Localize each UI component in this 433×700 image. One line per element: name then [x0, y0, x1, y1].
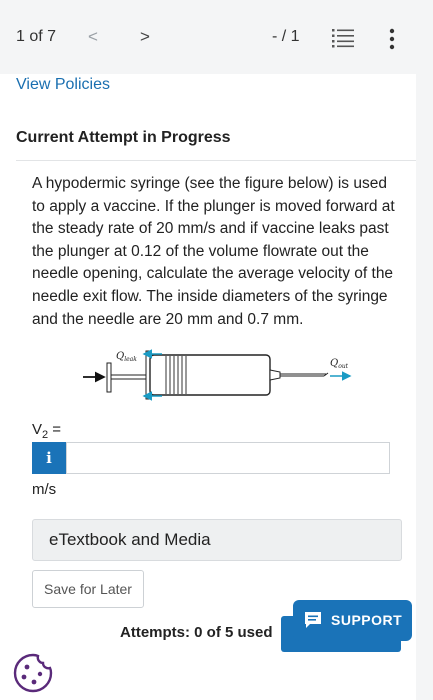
svg-text:Qleak — [116, 351, 137, 363]
q-out-label: Q — [330, 358, 339, 369]
next-question-button[interactable]: > — [140, 27, 150, 46]
answer-variable-label: $V_2$ = — [32, 421, 62, 441]
etextbook-media-button[interactable]: eTextbook and Media — [32, 519, 402, 561]
question-text: A hypodermic syringe (see the figure below) is used to apply a vaccine. If the plunger is moved forward at the steady rate of 20 mm/s and if vaccine leaks past the plunger at 0.12 of the volume flowrate out the needle opening, calculate the average velocity of the needle exit flow. The inside diameters of the syringe and the needle are 20 mm and 0.7 mm. — [32, 175, 395, 328]
previous-question-button[interactable]: < — [88, 27, 98, 46]
q-leak-label: Q — [116, 351, 125, 362]
info-icon[interactable]: i — [32, 442, 66, 474]
answer-input[interactable] — [66, 442, 390, 474]
support-label: SUPPORT — [331, 612, 403, 628]
support-button[interactable] — [293, 600, 412, 641]
top-toolbar — [0, 0, 433, 74]
attempts-counter: Attempts: 0 of 5 used — [120, 624, 273, 641]
q-out-subscript: out — [338, 363, 349, 370]
attempt-status-heading: Current Attempt in Progress — [16, 129, 231, 146]
answer-units: m/s — [32, 481, 57, 498]
chat-icon — [303, 610, 323, 630]
svg-text:Qout — [330, 358, 349, 370]
question-score: - / 1 — [272, 28, 300, 45]
q-leak-subscript: leak — [124, 356, 137, 363]
syringe-figure — [80, 346, 360, 402]
save-for-later-button[interactable]: Save for Later — [32, 570, 144, 608]
section-divider — [16, 160, 416, 161]
cookie-settings-icon[interactable] — [12, 652, 54, 694]
page-counter: 1 of 7 — [16, 28, 57, 45]
view-policies-link[interactable]: View Policies — [16, 76, 110, 93]
question-list-icon[interactable] — [332, 28, 354, 48]
more-options-icon[interactable] — [386, 28, 398, 50]
